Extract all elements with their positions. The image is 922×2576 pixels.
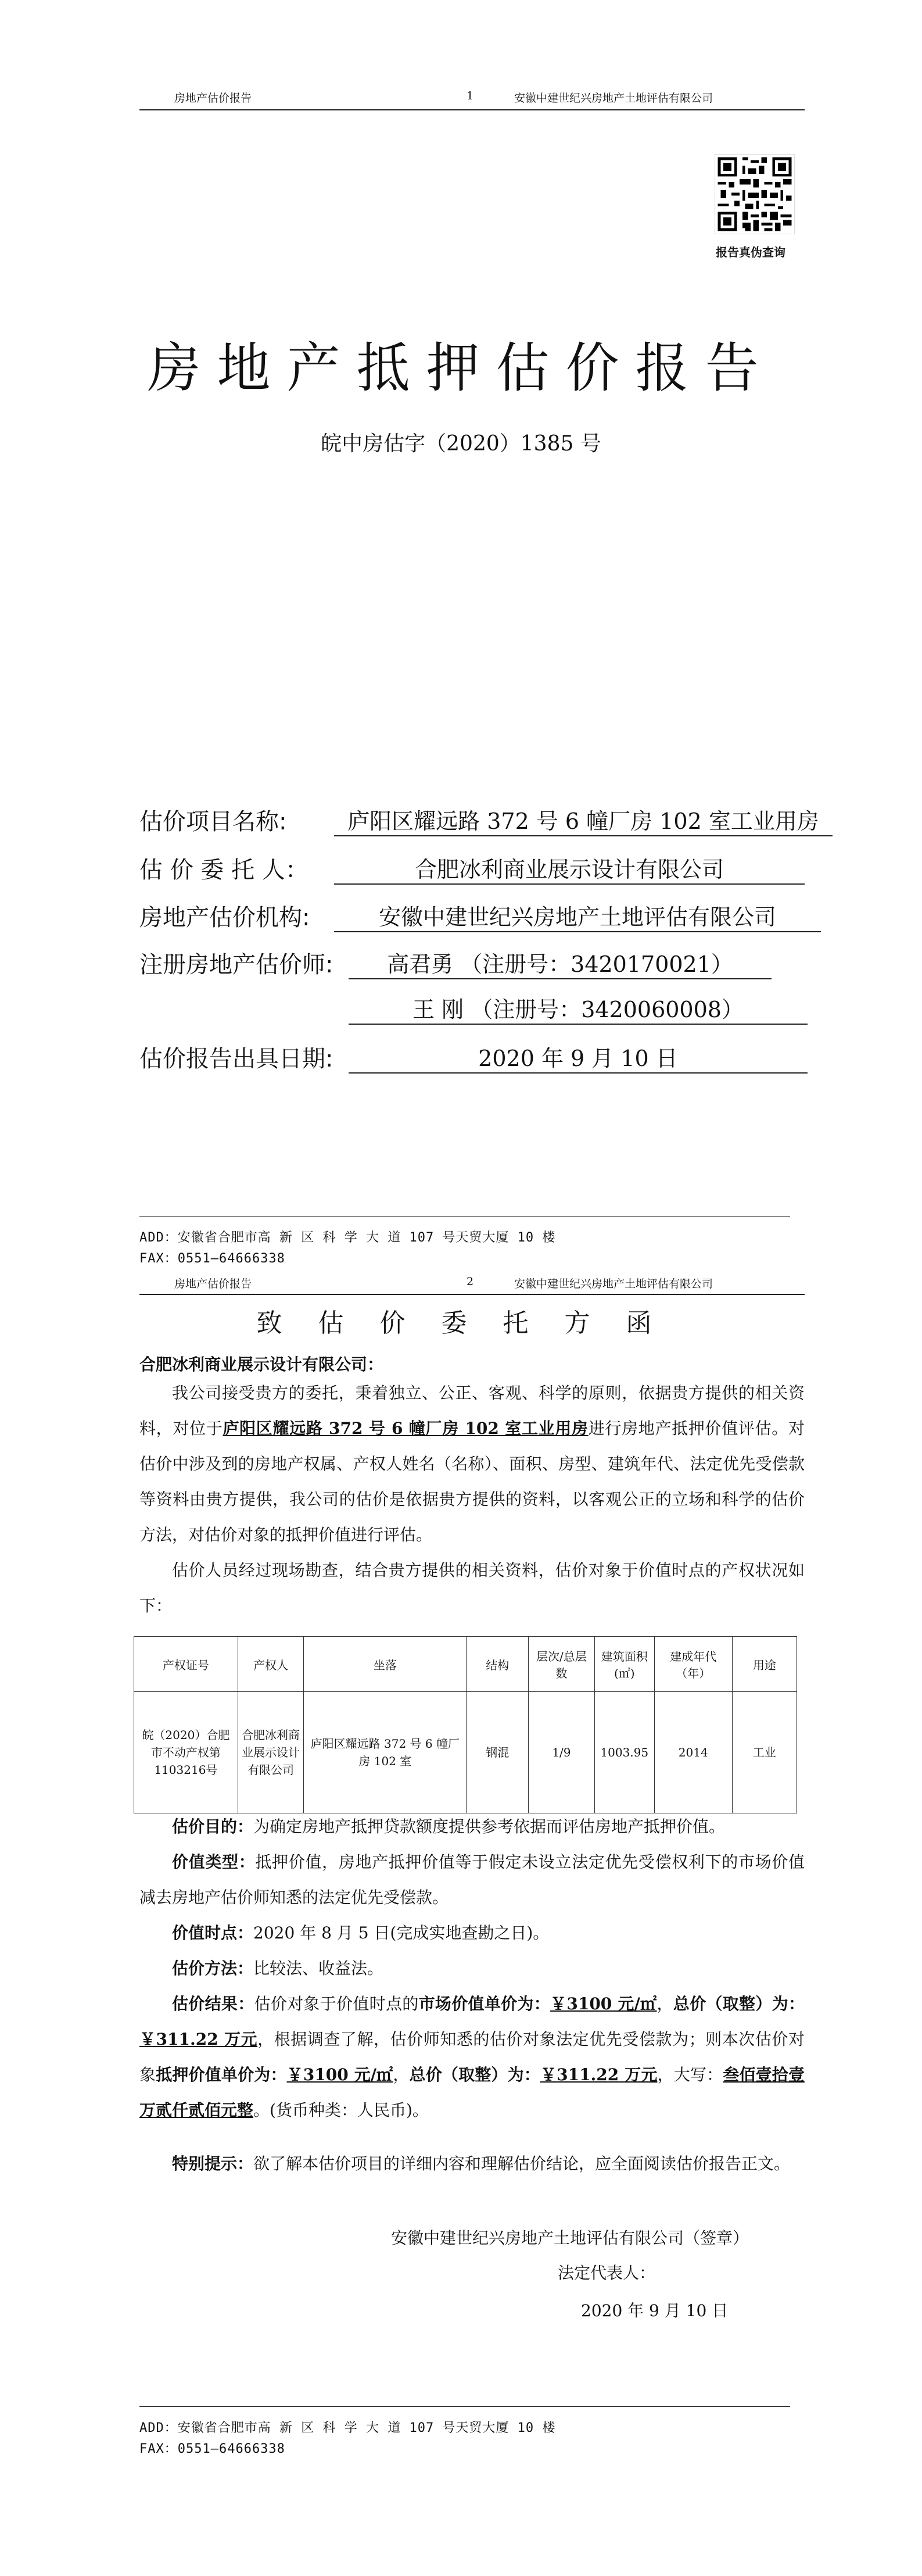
result-text: 。(货币种类：人民币)。 <box>253 2101 429 2120</box>
table-cell: 皖（2020）合肥市不动产权第1103216号 <box>134 1692 238 1813</box>
table-header: 层次/总层数 <box>529 1637 595 1692</box>
field-value-client: 合肥冰利商业展示设计有限公司 <box>334 851 805 885</box>
salutation: 合肥冰利商业展示设计有限公司： <box>139 1355 384 1374</box>
result-text: 总价（取整）为： <box>409 2065 540 2084</box>
report-number: 皖中房估字（2020）1385 号 <box>321 432 601 456</box>
qr-caption: 报告真伪查询 <box>716 245 785 259</box>
paragraph-status: 估价人员经过现场勘查，结合贵方提供的相关资料，估价对象于价值时点的产权状况如下： <box>139 1561 805 1615</box>
page1-header-company: 安徽中建世纪兴房地产土地评估有限公司 <box>514 92 713 105</box>
result-text: 市场价值单价为： <box>418 1994 551 2013</box>
table-header: 建成年代（年） <box>654 1637 732 1692</box>
mortgage-total-price: ￥311.22 万元 <box>540 2065 658 2084</box>
table-header: 用途 <box>732 1637 797 1692</box>
value-time <box>139 1915 805 1951</box>
page2-header-page: 2 <box>467 1275 474 1288</box>
table-cell: 1/9 <box>529 1692 595 1813</box>
page1-footer-rule <box>139 1216 790 1217</box>
market-unit-price: ￥3100 元/㎡ <box>550 1994 657 2013</box>
qr-code[interactable] <box>715 154 795 234</box>
page2-footer-address: ADD：安徽省合肥市高 新 区 科 学 大 道 107 号天贸大厦 10 楼 <box>139 2421 556 2435</box>
page1-header-title: 房地产估价报告 <box>174 92 252 105</box>
notice <box>139 2146 805 2181</box>
value-type <box>139 1844 805 1915</box>
page2-header-company: 安徽中建世纪兴房地产土地评估有限公司 <box>514 1278 713 1290</box>
result-text: ，大写： <box>657 2065 723 2084</box>
page1-footer-address: ADD：安徽省合肥市高 新 区 科 学 大 道 107 号天贸大厦 10 楼 <box>139 1230 556 1245</box>
signature-date: 2020 年 9 月 10 日 <box>581 2301 729 2320</box>
intro-text-c: 进行房地产抵押价值评估。对估价中涉及到的房地产权属、产权人姓名（名称）、面积、房型、建筑年代、法定优先受偿款等资料由贵方提供，我公司的估价是依据贵方提供的资料，以客观公正的立场和科学的估价方法，对估价对象的抵押价值进行评估。 <box>139 1419 805 1544</box>
value-type-text: 抵押价值，房地产抵押价值等于假定未设立法定优先受偿权利下的市场价值减去房地产估价师知悉的法定优先受偿款。 <box>139 1852 805 1907</box>
field-value-project: 庐阳区耀远路 372 号 6 幢厂房 102 室工业用房 <box>334 803 833 836</box>
purpose-text: 为确定房地产抵押贷款额度提供参考依据而评估房地产抵押价值。 <box>253 1817 726 1836</box>
table-cell: 庐阳区耀远路 372 号 6 幢厂房 102 室 <box>304 1692 467 1813</box>
field-value-date: 2020 年 9 月 10 日 <box>349 1040 808 1074</box>
paragraph-intro <box>139 1375 805 1552</box>
report-title: 房地产抵押估价报告 <box>147 337 775 399</box>
table-header: 产权人 <box>238 1637 304 1692</box>
field-label-client: 估 价 委 托 人： <box>139 857 308 883</box>
page2-footer-rule <box>139 2406 790 2407</box>
method-text: 比较法、收益法。 <box>253 1959 384 1978</box>
result-text: 总价（取整）为： <box>673 1994 805 2013</box>
field-value-appraiser-1: 高君勇 （注册号：3420170021） <box>349 946 772 979</box>
result-text: ， <box>656 1994 673 2013</box>
property-table <box>134 1636 797 1813</box>
method-label: 估价方法： <box>172 1959 254 1978</box>
value-time-label: 价值时点： <box>172 1923 254 1942</box>
result-text: 抵押价值单价为： <box>156 2065 287 2084</box>
letter-title: 致 估 价 委 托 方 函 <box>256 1308 666 1338</box>
value-type-label: 价值类型： <box>172 1852 256 1872</box>
table-header: 产权证号 <box>134 1637 238 1692</box>
table-header: 建筑面积(㎡) <box>594 1637 654 1692</box>
table-header: 结构 <box>467 1637 529 1692</box>
signature-representative: 法定代表人： <box>558 2263 656 2282</box>
notice-label: 特别提示： <box>172 2154 254 2173</box>
result <box>139 1986 805 2128</box>
field-label-date: 估价报告出具日期: <box>139 1046 333 1072</box>
page1-footer-fax: FAX：0551—64666338 <box>139 1251 285 1266</box>
table-cell: 钢混 <box>467 1692 529 1813</box>
page1-header-rule <box>139 109 805 110</box>
intro-text-a: 我公司接受贵方的委托，秉着独立、公正、客观、科学的原则，依据贵方提供的相关资料，对位于 <box>139 1383 805 1438</box>
result-text: ；则本次估价对象 <box>139 2030 805 2084</box>
page2-header-rule <box>139 1294 805 1295</box>
table-cell: 合肥冰利商业展示设计有限公司 <box>238 1692 304 1813</box>
amount-in-words: 叁佰壹拾壹万贰仟贰佰元整 <box>139 2065 805 2120</box>
field-label-project: 估价项目名称: <box>139 808 287 835</box>
intro-property-address: 庐阳区耀远路 372 号 6 幢厂房 102 室工业用房 <box>223 1419 589 1438</box>
qr-code-icon <box>715 155 794 234</box>
mortgage-unit-price: ￥3100 元/㎡ <box>286 2065 393 2084</box>
method <box>139 1951 805 1986</box>
notice-text: 欲了解本估价项目的详细内容和理解估价结论，应全面阅读估价报告正文。 <box>253 2154 791 2173</box>
result-text: ， <box>393 2065 410 2084</box>
table-cell: 2014 <box>654 1692 732 1813</box>
table-header: 坐落 <box>304 1637 467 1692</box>
result-text: 估价对象于价值时点的 <box>254 1994 419 2013</box>
page2-footer-fax: FAX：0551—64666338 <box>139 2442 285 2456</box>
page1-header-page: 1 <box>467 90 474 102</box>
field-label-agency: 房地产估价机构: <box>139 904 310 931</box>
table-row <box>134 1692 797 1813</box>
page2-header-title: 房地产估价报告 <box>174 1278 252 1290</box>
field-value-agency: 安徽中建世纪兴房地产土地评估有限公司 <box>334 899 821 932</box>
purpose <box>139 1809 805 1844</box>
market-total-price: ￥311.22 万元 <box>139 2030 258 2049</box>
value-time-text: 2020 年 8 月 5 日(完成实地查勘之日)。 <box>253 1923 550 1942</box>
table-header-row <box>134 1637 797 1692</box>
purpose-label: 估价目的： <box>172 1817 254 1836</box>
signature-company: 安徽中建世纪兴房地产土地评估有限公司（签章） <box>391 2228 749 2248</box>
result-text: ，根据调查了解，估价师知悉的估价对象法定优先受偿款为 <box>257 2030 689 2049</box>
table-cell: 工业 <box>732 1692 797 1813</box>
result-label: 估价结果： <box>172 1994 254 2013</box>
field-label-appraiser: 注册房地产估价师: <box>139 951 333 978</box>
field-value-appraiser-2: 王 刚 （注册号：3420060008） <box>349 992 808 1025</box>
table-cell: 1003.95 <box>594 1692 654 1813</box>
